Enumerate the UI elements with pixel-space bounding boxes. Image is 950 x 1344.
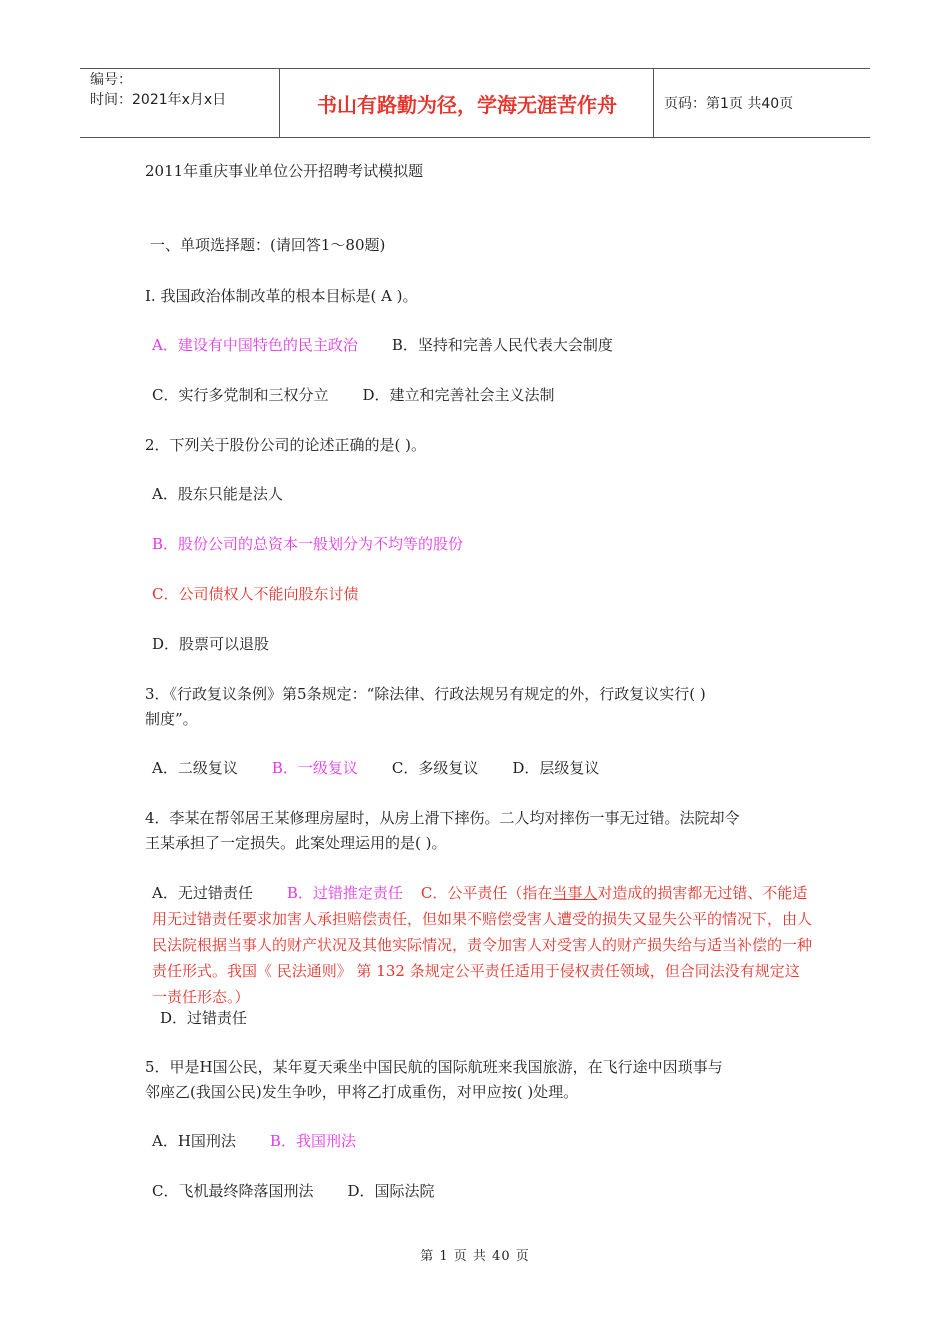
document-title: 2011年重庆事业单位公开招聘考试模拟题 xyxy=(145,162,424,180)
q5-option-c: C．飞机最终降落国刑法 xyxy=(152,1182,314,1200)
q1-option-a: A．建设有中国特色的民主政治 xyxy=(152,336,358,354)
q2-option-b: B．股份公司的总资本一般划分为不均等的股份 xyxy=(152,535,464,553)
question-2-stem: 2．下列关于股份公司的论述正确的是( )。 xyxy=(145,436,427,454)
q4-option-d: D．过错责任 xyxy=(160,1009,248,1027)
q5-option-a: A．H国刑法 xyxy=(152,1132,236,1150)
q2-option-d: D．股票可以退股 xyxy=(152,635,270,653)
question-1-options-row2 xyxy=(152,382,555,408)
question-3-stem-line2: 制度”。 xyxy=(145,710,198,728)
question-1-options-row1 xyxy=(152,332,613,358)
question-4-options xyxy=(152,880,812,1010)
serial-label: 编号： xyxy=(90,72,132,88)
q1-option-c: C．实行多党制和三权分立 xyxy=(152,386,329,404)
q2-option-c: C．公司债权人不能向股东讨债 xyxy=(152,585,359,603)
q3-option-b: B．一级复议 xyxy=(271,759,358,777)
q3-option-a: A．二级复议 xyxy=(152,759,238,777)
question-4-stem-line1: 4．李某在帮邻居王某修理房屋时，从房上滑下摔伤。二人均对摔伤一事无过错。法院却令 xyxy=(145,809,740,827)
page-header xyxy=(80,68,870,138)
q5-option-b: B．我国刑法 xyxy=(269,1132,356,1150)
q4-option-c xyxy=(152,884,812,1006)
q4-option-a: A．无过错责任 xyxy=(152,884,253,902)
page-footer: 第 1 页 共 40 页 xyxy=(420,1249,530,1264)
question-4-stem-line2: 王某承担了一定损失。此案处理运用的是( )。 xyxy=(145,834,447,852)
q4-option-c-prefix: C．公平责任（指在 xyxy=(420,884,553,902)
q2-option-a: A．股东只能是法人 xyxy=(152,485,283,503)
question-5-stem-line1: 5．甲是H国公民，某年夏天乘坐中国民航的国际航班来我国旅游，在飞行途中因琐事与 xyxy=(145,1058,723,1076)
question-1-stem: I. 我国政治体制改革的根本目标是( A )。 xyxy=(145,287,418,305)
question-5-options-row1 xyxy=(152,1128,356,1154)
q1-option-d: D．建立和完善社会主义法制 xyxy=(362,386,555,404)
header-page-info: 页码：第1页 共40页 xyxy=(664,96,794,112)
q4-option-c-underlined: 当事人 xyxy=(552,884,598,902)
q5-option-d: D．国际法院 xyxy=(347,1182,435,1200)
q3-option-d: D．层级复议 xyxy=(512,759,600,777)
section-heading: 一、单项选择题：(请回答1～80题) xyxy=(150,236,386,254)
header-meta-cell xyxy=(80,69,280,137)
question-5-stem-line2: 邻座乙(我国公民)发生争吵，甲将乙打成重伤，对甲应按( )处理。 xyxy=(145,1083,579,1101)
q1-option-b: B．坚持和完善人民代表大会制度 xyxy=(391,336,613,354)
q3-option-c: C．多级复议 xyxy=(391,759,479,777)
question-3-stem-line1: 3．《行政复议条例》第5条规定：“除法律、行政法规另有规定的外，行政复议实行( ) xyxy=(145,685,706,703)
question-5-options-row2 xyxy=(152,1178,435,1204)
q4-option-b: B．过错推定责任 xyxy=(286,884,403,902)
q4-option-c-rest: 对造成的损害都无过错、不能适用无过错责任要求加害人承担赔偿责任，但如果不赔偿受害人遭受的损失又显失公平的情况下，由人民法院根据当事人的财产状况及其他实际情况，责令加害人对受害人的财产损失给与适当补偿的一种责任形式。我国《 民法通则》 第 132 条规定公平责任适用于侵权责任领域，但合同法没有规定这一责任形态。） xyxy=(152,884,813,1006)
header-motto: 书山有路勤为径，学海无涯苦作舟 xyxy=(281,69,654,137)
time-label: 时间：2021年x月x日 xyxy=(90,92,227,108)
question-3-options xyxy=(152,755,599,781)
